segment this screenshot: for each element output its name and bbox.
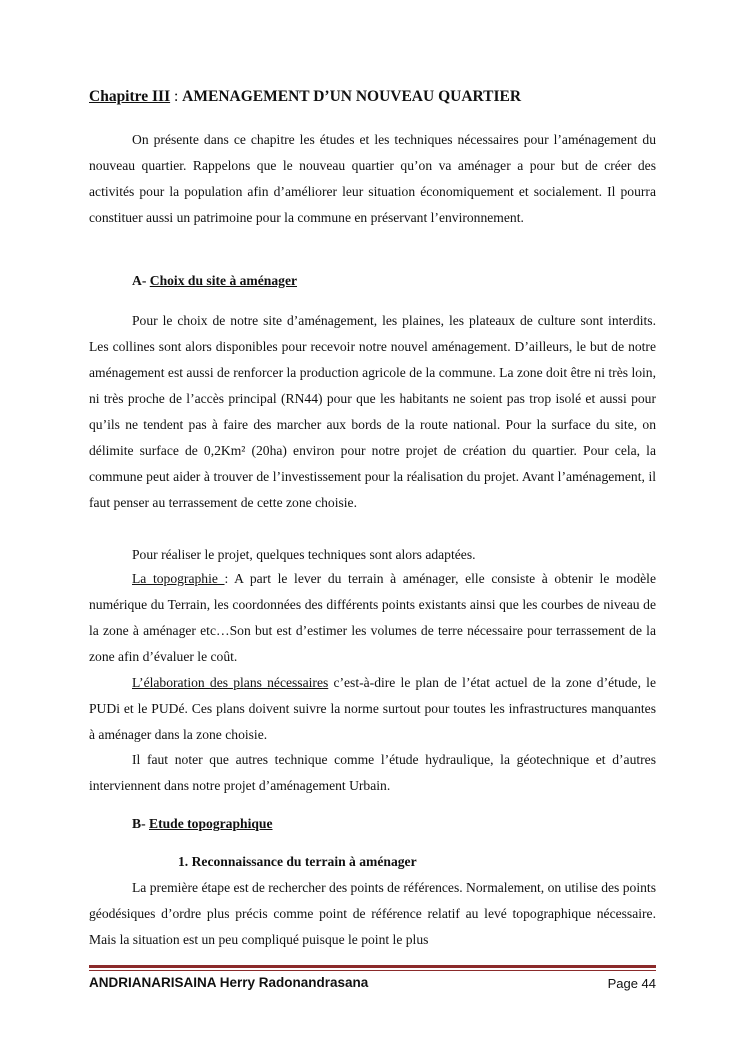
section-a-prefix: A- (132, 273, 150, 288)
chapter-title (89, 88, 656, 106)
section-a-paragraph-2: Pour réaliser le projet, quelques techniques sont alors adaptées. (132, 547, 476, 562)
section-b-paragraph-1: La première étape est de rechercher des points de références. Normalement, on utilise des points géodésiques d’ordre plus précis comme point de référence relatif au levé topographique nécessaire. Mais la situation est un peu compliqué puisque le point le plus (89, 880, 656, 947)
section-a-heading (132, 273, 297, 289)
plans-text: c’est-à-dire le plan de l’état actuel de la zone d’étude, le PUDi et le PUDé. Ces plans doivent suivre la norme surtout pour toutes les infrastructures manquantes à aménager dans la zone choisie. (89, 675, 656, 742)
subsection-1-heading: 1. Reconnaissance du terrain à aménager (178, 854, 417, 869)
footer-author: ANDRIANARISAINA Herry Radonandrasana (89, 975, 369, 990)
footer-rule-thin (89, 970, 656, 971)
topography-text: : A part le lever du terrain à aménager, elle consiste à obtenir le modèle numérique du Terrain, les coordonnées des différents points existants ainsi que les courbes de niveau de la zone à aménager etc…Son but est d’estimer les volumes de terre nécessaire pour terrassement de la zone afin d’évaluer le coût. (89, 571, 656, 664)
section-a-paragraph-4 (89, 670, 656, 748)
footer-page-number: Page 44 (607, 976, 656, 991)
plans-label: L’élaboration des plans nécessaires (132, 675, 329, 690)
section-a-paragraph-1: Pour le choix de notre site d’aménagement, les plaines, les plateaux de culture sont interdits. Les collines sont alors disponibles pour recevoir notre nouvel aménagement. D’ailleurs, le but de notre aménagement est aussi de renforcer la production agricole de la commune. La zone doit être ni très loin, ni très proche de l’accès principal (RN44) pour que les habitants ne soient pas trop isolé et aussi pour qu’ils ne tendent pas à faire des marcher aux bords de la route national. Pour la surface du site, on délimite surface de 0,2Km² (20ha) environ pour notre projet de création du quartier. Pour cela, la commune peut aider à trouver de l’investissement pour la réalisation du projet. Avant l’aménagement, il faut penser au terrassement de cette zone choisie. (89, 313, 656, 510)
section-a-paragraph-5: Il faut noter que autres technique comme l’étude hydraulique, la géotechnique et d’autres interviennent dans notre projet d’aménagement Urbain. (89, 752, 656, 793)
section-b-heading (132, 816, 273, 832)
footer-rule-thick (89, 965, 656, 968)
chapter-title-text: AMENAGEMENT D’UN NOUVEAU QUARTIER (182, 88, 522, 105)
section-b-prefix: B- (132, 816, 149, 831)
title-separator: : (170, 88, 183, 105)
intro-paragraph: On présente dans ce chapitre les études et les techniques nécessaires pour l’aménagement du nouveau quartier. Rappelons que le nouveau quartier qu’on va aménager a pour but de créer des activités pour la population afin d’améliorer leur situation économiquement et socialement. Il pourra constituer aussi un patrimoine pour la commune en préservant l’environnement. (89, 132, 656, 225)
topography-label: La topographie (132, 571, 225, 586)
section-a-title: Choix du site à aménager (149, 273, 298, 288)
chapter-number: Chapitre III (89, 88, 171, 105)
section-a-paragraph-3 (89, 566, 656, 670)
section-b-title: Etude topographique (149, 816, 273, 831)
